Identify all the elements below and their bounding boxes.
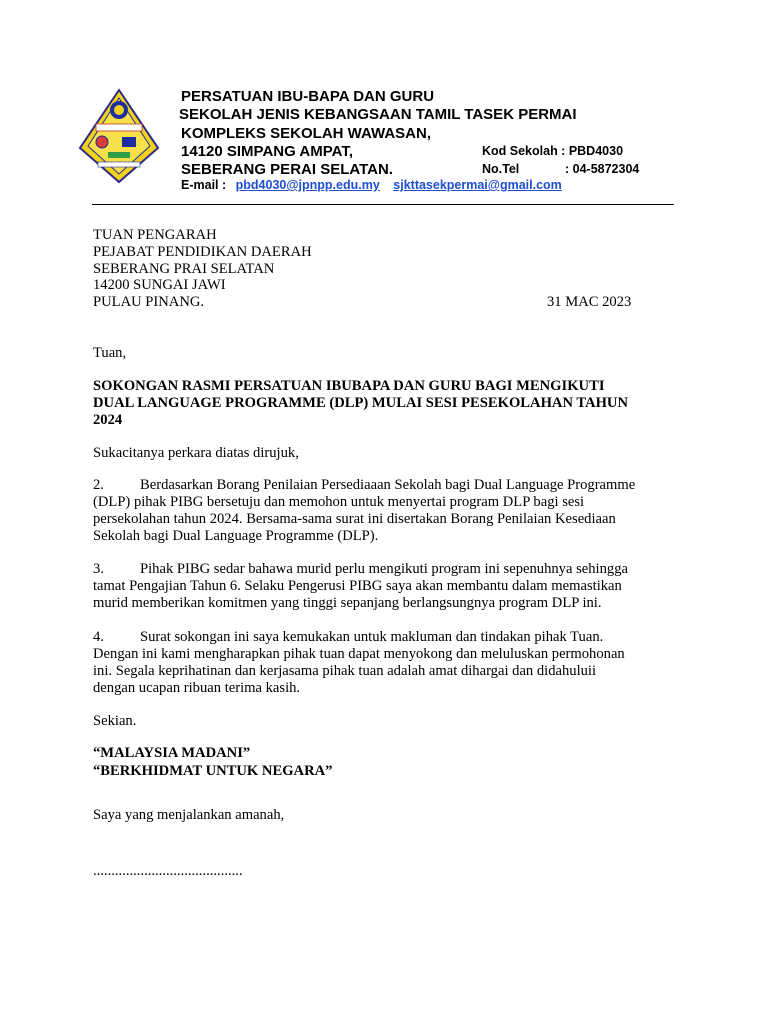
paragraph-line: Berdasarkan Borang Penilaian Persediaaan Sekolah bagi Dual Language Programme <box>140 477 636 493</box>
paragraph-3 <box>93 561 673 612</box>
salutation: Tuan, <box>93 345 127 361</box>
paragraph-2 <box>93 477 673 545</box>
paragraph-line: tamat Pengajian Tahun 6. Selaku Pengerusi PIBG saya akan membantu dalam memastikan <box>93 578 622 594</box>
email-link-2[interactable]: sjkttasekpermai@gmail.com <box>393 178 562 192</box>
email-row <box>181 178 562 192</box>
address-line-3: SEBERANG PERAI SELATAN. <box>181 161 393 178</box>
tel-value: : 04-5872304 <box>565 162 640 176</box>
subject-line-1: SOKONGAN RASMI PERSATUAN IBUBAPA DAN GURU BAGI MENGIKUTI <box>93 378 605 394</box>
header-divider <box>92 204 674 205</box>
paragraph-line: Dengan ini kami mengharapkan pihak tuan dapat menyokong dan meluluskan permohonan <box>93 646 625 662</box>
paragraph-number: 4. <box>93 629 104 645</box>
paragraph-line: ini. Segala keprihatinan dan kerjasama pihak tuan adalah amat dihargai dan didahuluii <box>93 663 597 679</box>
subject <box>93 378 673 429</box>
subject-line-2: DUAL LANGUAGE PROGRAMME (DLP) MULAI SESI PESEKOLAHAN TAHUN <box>93 395 629 411</box>
paragraph-line: murid memberikan komitmen yang tinggi sepanjang berlangsungnya program DLP ini. <box>93 595 602 611</box>
paragraph-line: persekolahan tahun 2024. Bersama-sama surat ini disertakan Borang Penilaian Kesediaan <box>93 511 616 527</box>
motto-1: “MALAYSIA MADANI” <box>93 745 251 761</box>
recipient-line-5: PULAU PINANG. <box>93 294 205 310</box>
closing-text: Sekian. <box>93 713 137 729</box>
intro-text: Sukacitanya perkara diatas dirujuk, <box>93 445 299 461</box>
address-line-1: KOMPLEKS SEKOLAH WAWASAN, <box>181 125 432 142</box>
signature-line: ......................................... <box>93 863 243 879</box>
motto-2: “BERKHIDMAT UNTUK NEGARA” <box>93 763 333 779</box>
recipient-line-3: SEBERANG PRAI SELATAN <box>93 261 275 277</box>
tel-label: No.Tel <box>482 162 520 176</box>
paragraph-line: Surat sokongan ini saya kemukakan untuk makluman dan tindakan pihak Tuan. <box>140 629 604 645</box>
paragraph-line: Pihak PIBG sedar bahawa murid perlu mengikuti program ini sepenuhnya sehingga <box>140 561 628 577</box>
school-code: Kod Sekolah : PBD4030 <box>482 144 624 158</box>
signoff-text: Saya yang menjalankan amanah, <box>93 807 285 823</box>
paragraph-line: dengan ucapan ribuan terima kasih. <box>93 680 301 696</box>
school-name: SEKOLAH JENIS KEBANGSAAN TAMIL TASEK PERMAI <box>179 106 577 123</box>
letter-date: 31 MAC 2023 <box>547 294 632 310</box>
paragraph-number: 3. <box>93 561 104 577</box>
paragraph-line: Sekolah bagi Dual Language Programme (DLP). <box>93 528 379 544</box>
school-crest-icon <box>78 88 160 184</box>
email-label: E-mail : <box>181 178 227 192</box>
email-link-1[interactable]: pbd4030@jpnpp.edu.my <box>235 178 380 192</box>
paragraph-line: (DLP) pihak PIBG bersetuju dan memohon untuk menyertai program DLP bagi sesi <box>93 494 585 510</box>
paragraph-number: 2. <box>93 477 104 493</box>
recipient-line-2: PEJABAT PENDIDIKAN DAERAH <box>93 244 312 260</box>
org-name: PERSATUAN IBU-BAPA DAN GURU <box>181 88 435 105</box>
recipient-line-4: 14200 SUNGAI JAWI <box>93 277 226 293</box>
subject-line-3: 2024 <box>93 412 123 428</box>
address-line-2: 14120 SIMPANG AMPAT, <box>181 143 353 160</box>
recipient-line-1: TUAN PENGARAH <box>93 227 217 243</box>
paragraph-4 <box>93 629 673 697</box>
